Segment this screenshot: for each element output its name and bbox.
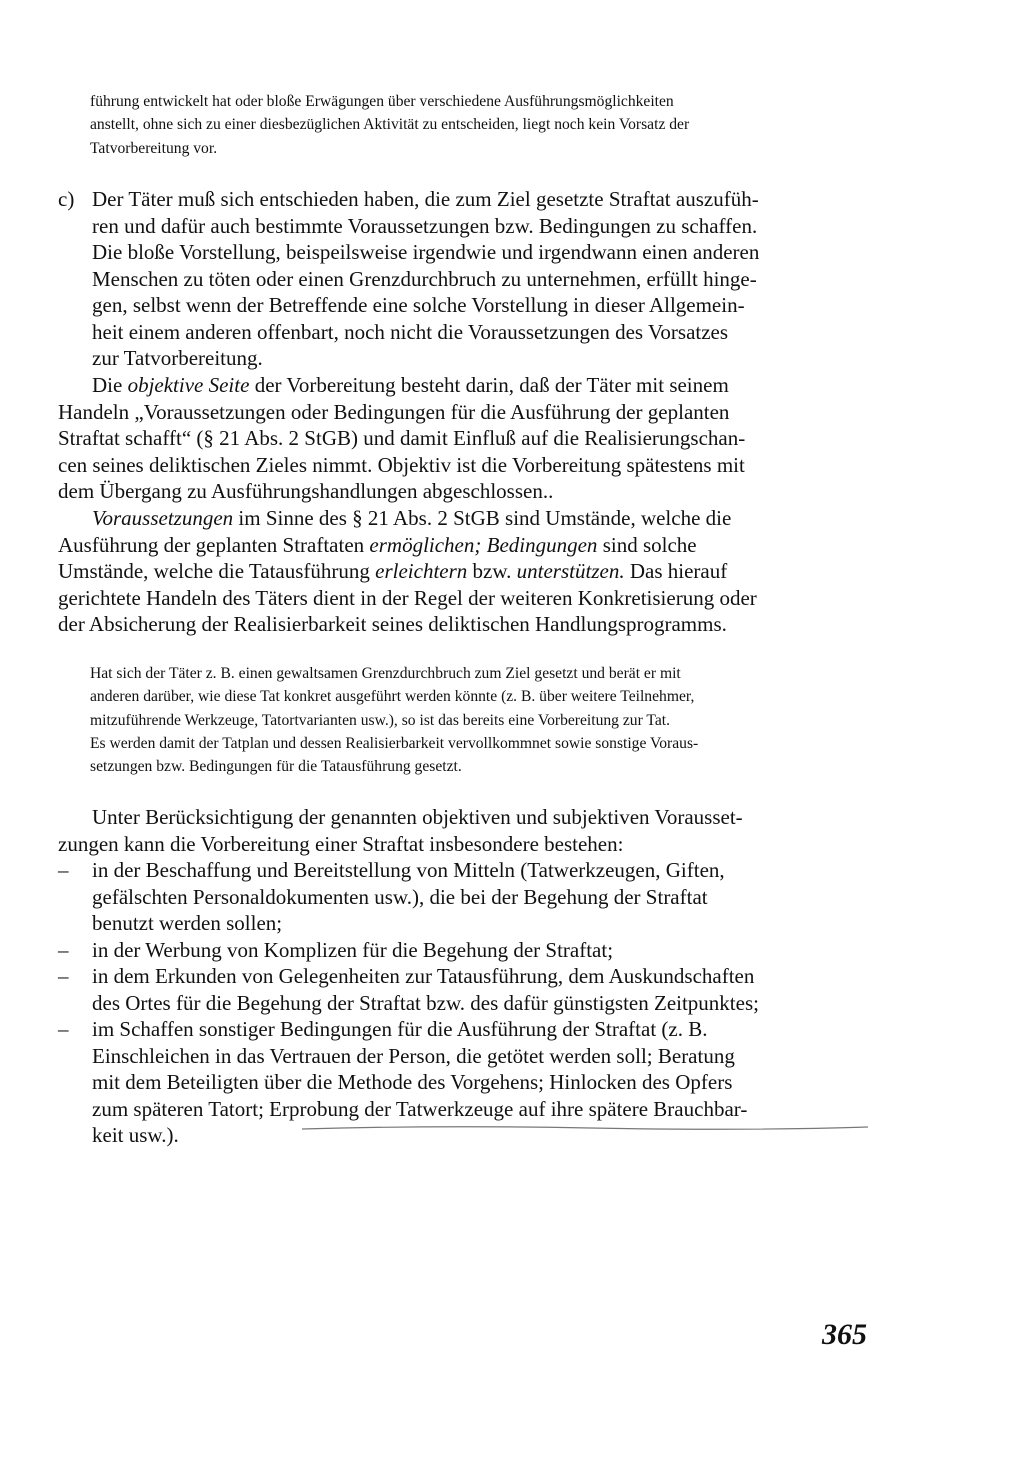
item-c-line: zur Tatvorbereitung. <box>92 346 263 370</box>
paragraph-line: Ausführung der geplanten Straftaten ermöglichen; Bedingungen sind solche <box>58 532 697 557</box>
list-item-line: Einschleichen in das Vertrauen der Person, die getötet werden soll; Beratung <box>92 1043 735 1068</box>
note-line: anderen darüber, wie diese Tat konkret ausgeführt werden könnte (z. B. über weitere Teilnehmer, <box>90 688 695 706</box>
paragraph-list-intro <box>58 804 888 857</box>
paragraph-line: Straftat schafft“ (§ 21 Abs. 2 StGB) und damit Einfluß auf die Realisierungschan- <box>58 426 746 450</box>
paragraph-line: zungen kann die Vorbereitung einer Straftat insbesondere bestehen: <box>58 831 624 856</box>
list-item-line: benutzt werden sollen; <box>92 911 283 935</box>
note-line: führung entwickelt hat oder bloße Erwägungen über verschiedene Ausführungsmöglichkeiten <box>90 93 674 110</box>
paragraph-line: Unter Berücksichtigung der genannten objektiven und subjektiven Vorausset- <box>92 805 743 829</box>
pencil-underline-mark <box>300 1124 870 1132</box>
paragraph-line: Umstände, welche die Tatausführung erleichtern bzw. unterstützen. Das hierauf <box>58 559 728 583</box>
list-item <box>58 857 888 937</box>
example-note <box>90 662 910 778</box>
paragraph-line: der Absicherung der Realisierbarkeit seines deliktischen Handlungsprogramms. <box>58 612 727 636</box>
item-c-line: heit einem anderen offenbart, noch nicht die Voraussetzungen des Vorsatzes <box>92 319 729 344</box>
item-c-marker: c) <box>58 187 75 211</box>
list-item-line: mit dem Beteiligten über die Methode des Vorgehens; Hinlocken des Opfers <box>92 1070 733 1094</box>
note-line: anstellt, ohne sich zu einer diesbezüglichen Aktivität zu entscheiden, liegt noch kein Vorsatz der <box>90 116 690 134</box>
preparation-list <box>58 857 888 1149</box>
dash-marker: – <box>58 964 69 988</box>
item-c-line: gen, selbst wenn der Betreffende eine solche Vorstellung in dieser Allgemein- <box>92 293 745 317</box>
paragraph-line: dem Übergang zu Ausführungshandlungen abgeschlossen.. <box>58 479 554 503</box>
item-c <box>58 186 922 372</box>
paragraph-line: gerichtete Handeln des Täters dient in der Regel der weiteren Konkretisierung oder <box>58 585 757 610</box>
list-item-line: gefälschten Personaldokumenten usw.), die bei der Begehung der Straftat <box>92 884 708 909</box>
list-item-line: zum späteren Tatort; Erprobung der Tatwerkzeuge auf ihre spätere Brauchbar- <box>92 1096 748 1121</box>
paragraph-line: Die objektive Seite der Vorbereitung besteht darin, daß der Täter mit seinem <box>92 373 729 397</box>
dash-marker: – <box>58 1017 69 1041</box>
paragraph-conditions <box>58 505 888 638</box>
item-c-line: Die bloße Vorstellung, beispeilsweise irgendwie und irgendwann einen anderen <box>92 240 760 264</box>
note-line: mitzuführende Werkzeuge, Tatortvarianten usw.), so ist das bereits eine Vorbereitung zur Tat. <box>90 711 670 729</box>
list-item-line: keit usw.). <box>92 1123 179 1147</box>
item-c-line: Der Täter muß sich entschieden haben, die zum Ziel gesetzte Straftat auszufüh- <box>92 187 759 211</box>
list-item-line: in dem Erkunden von Gelegenheiten zur Tatausführung, dem Auskundschaften <box>92 964 755 988</box>
paragraph-line: Voraussetzungen im Sinne des § 21 Abs. 2 StGB sind Umstände, welche die <box>92 506 732 530</box>
note-line: setzungen bzw. Bedingungen für die Tatausführung gesetzt. <box>90 758 462 776</box>
note-line: Hat sich der Täter z. B. einen gewaltsamen Grenzdurchbruch zum Ziel gesetzt und berät er mit <box>90 665 681 682</box>
list-item-line: in der Werbung von Komplizen für die Begehung der Straftat; <box>92 937 614 962</box>
note-line: Es werden damit der Tatplan und dessen Realisierbarkeit vervollkommnet sowie sonstige Voraus- <box>90 734 699 752</box>
page-number: 365 <box>822 1318 867 1351</box>
list-item-line: im Schaffen sonstiger Bedingungen für die Ausführung der Straftat (z. B. <box>92 1017 708 1041</box>
paragraph-line: cen seines deliktischen Zieles nimmt. Objektiv ist die Vorbereitung spätestens mit <box>58 452 745 477</box>
list-item-line: des Ortes für die Begehung der Straftat bzw. des dafür günstigsten Zeitpunktes; <box>92 990 759 1015</box>
note-line: Tatvorbereitung vor. <box>90 139 218 157</box>
item-c-line: Menschen zu töten oder einen Grenzdurchbruch zu unternehmen, erfüllt hinge- <box>92 266 757 291</box>
top-note <box>90 90 910 160</box>
list-item <box>58 937 888 964</box>
paragraph-line: Handeln „Voraussetzungen oder Bedingungen für die Ausführung der geplanten <box>58 399 730 424</box>
dash-marker: – <box>58 858 69 882</box>
list-item <box>58 963 888 1016</box>
item-c-line: ren und dafür auch bestimmte Voraussetzungen bzw. Bedingungen zu schaffen. <box>92 213 758 238</box>
list-item-line: in der Beschaffung und Bereitstellung von Mitteln (Tatwerkzeugen, Giften, <box>92 858 725 882</box>
dash-marker: – <box>58 937 69 962</box>
paragraph-objective-side <box>58 372 888 505</box>
